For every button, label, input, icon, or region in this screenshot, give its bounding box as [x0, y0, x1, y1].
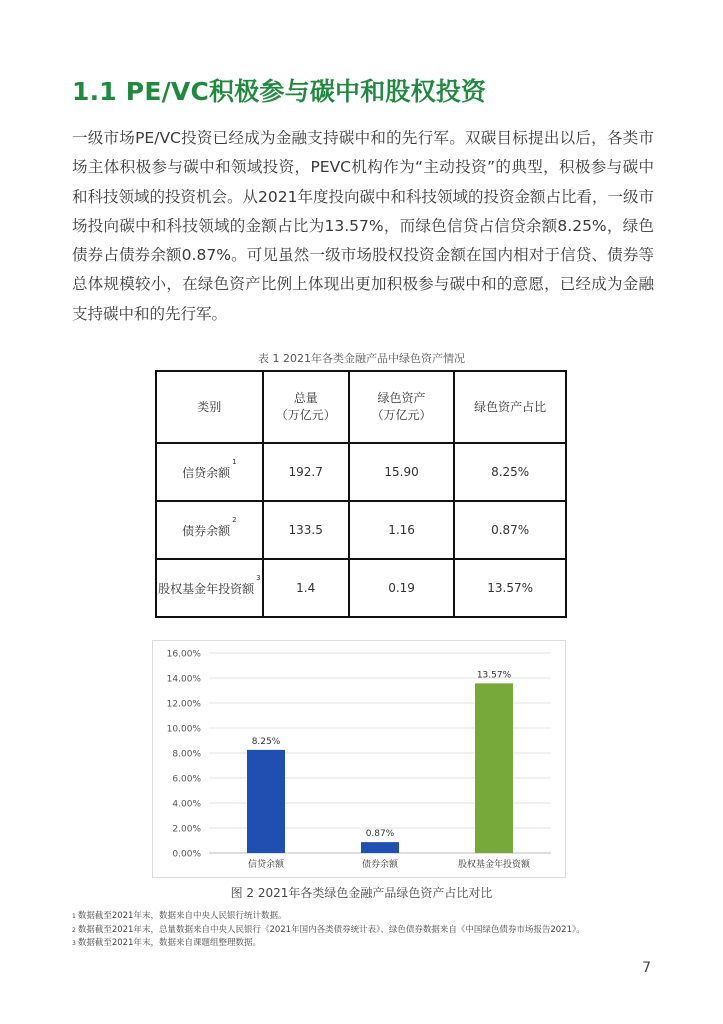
x-tick-label: 债券余额: [361, 860, 399, 870]
y-tick-label: 6.00%: [172, 774, 201, 785]
row-label: 信贷余额$^1$: [156, 443, 263, 501]
bar: [361, 842, 399, 853]
bar: [247, 750, 285, 853]
row-green: 15.90: [349, 443, 454, 501]
y-tick-label: 10.00%: [166, 724, 201, 735]
bar: [475, 683, 513, 853]
y-tick-label: 8.00%: [172, 749, 201, 760]
header-category: 类别: [156, 371, 263, 443]
footnote-3: $^3$ 数据截至2021年末，数据来自课题组整理数据。: [72, 938, 261, 948]
table-caption: 表 1 2021年各类金融产品中绿色资产情况: [258, 352, 465, 365]
table-row: [156, 559, 566, 617]
section-title: 1.1 PE/VC积极参与碳中和股权投资: [72, 77, 487, 106]
footnote-1: $^1$ 数据截至2021年末，数据来自中央人民银行统计数据。: [72, 911, 287, 921]
row-green: 0.19: [349, 559, 454, 617]
row-green: 1.16: [349, 501, 454, 559]
bar-chart: [153, 641, 565, 877]
header-green: 绿色资产 （万亿元）: [349, 371, 454, 443]
page-number: 7: [642, 960, 651, 976]
row-ratio: 8.25%: [454, 443, 566, 501]
table-header-row: [156, 371, 566, 443]
bar-chart-frame: [152, 640, 566, 878]
data-label: 13.57%: [476, 670, 512, 681]
row-total: 192.7: [263, 443, 349, 501]
table-row: [156, 501, 566, 559]
data-label: 0.87%: [365, 829, 395, 840]
header-total: 总量 （万亿元）: [263, 371, 349, 443]
row-ratio: 0.87%: [454, 501, 566, 559]
y-tick-label: 14.00%: [166, 674, 201, 685]
footnotes: [72, 910, 672, 951]
y-tick-label: 4.00%: [172, 799, 201, 810]
row-total: 133.5: [263, 501, 349, 559]
y-tick-label: 16.00%: [166, 649, 201, 660]
row-label: 债券余额$^2$: [156, 501, 263, 559]
x-tick-label: 信贷余额: [247, 860, 285, 870]
y-tick-label: 2.00%: [172, 824, 201, 835]
header-ratio: 绿色资产占比: [454, 371, 566, 443]
body-paragraph: 一级市场PE/VC投资已经成为金融支持碳中和的先行军。双碳目标提出以后，各类市场主体积极参与碳中和领域投资，PEVC机构作为“主动投资”的典型，积极参与碳中和科技领域的投资机会。从2021年度投向碳中和科技领域的投资金额占比看，一级市场投向碳中和科技领域的金额占比为13.57%，而绿色信贷占信贷余额8.25%，绿色债券占债券余额0.87%。可见虽然一级市场股权投资金额在国内相对于信贷、债券等总体规模较小，在绿色资产比例上体现出更加积极参与碳中和的意愿，已经成为金融支持碳中和的先行军。: [72, 129, 654, 323]
row-ratio: 13.57%: [454, 559, 566, 617]
table-row: [156, 443, 566, 501]
data-label: 8.25%: [251, 736, 281, 747]
y-tick-label: 0.00%: [172, 849, 201, 860]
green-asset-table: [155, 370, 567, 618]
footnote-2: $^2$ 数据截至2021年末，总量数据来自中央人民银行《2021年国内各类债券统计表》、绿色债券数据来自《中国绿色债券市场报告2021》。: [72, 924, 585, 935]
row-label: 股权基金年投资额$^3$: [156, 559, 263, 617]
y-tick-label: 12.00%: [166, 699, 201, 710]
figure-caption: 图 2 2021年各类绿色金融产品绿色资产占比对比: [230, 886, 493, 900]
row-total: 1.4: [263, 559, 349, 617]
x-tick-label: 股权基金年投资额: [457, 860, 531, 870]
